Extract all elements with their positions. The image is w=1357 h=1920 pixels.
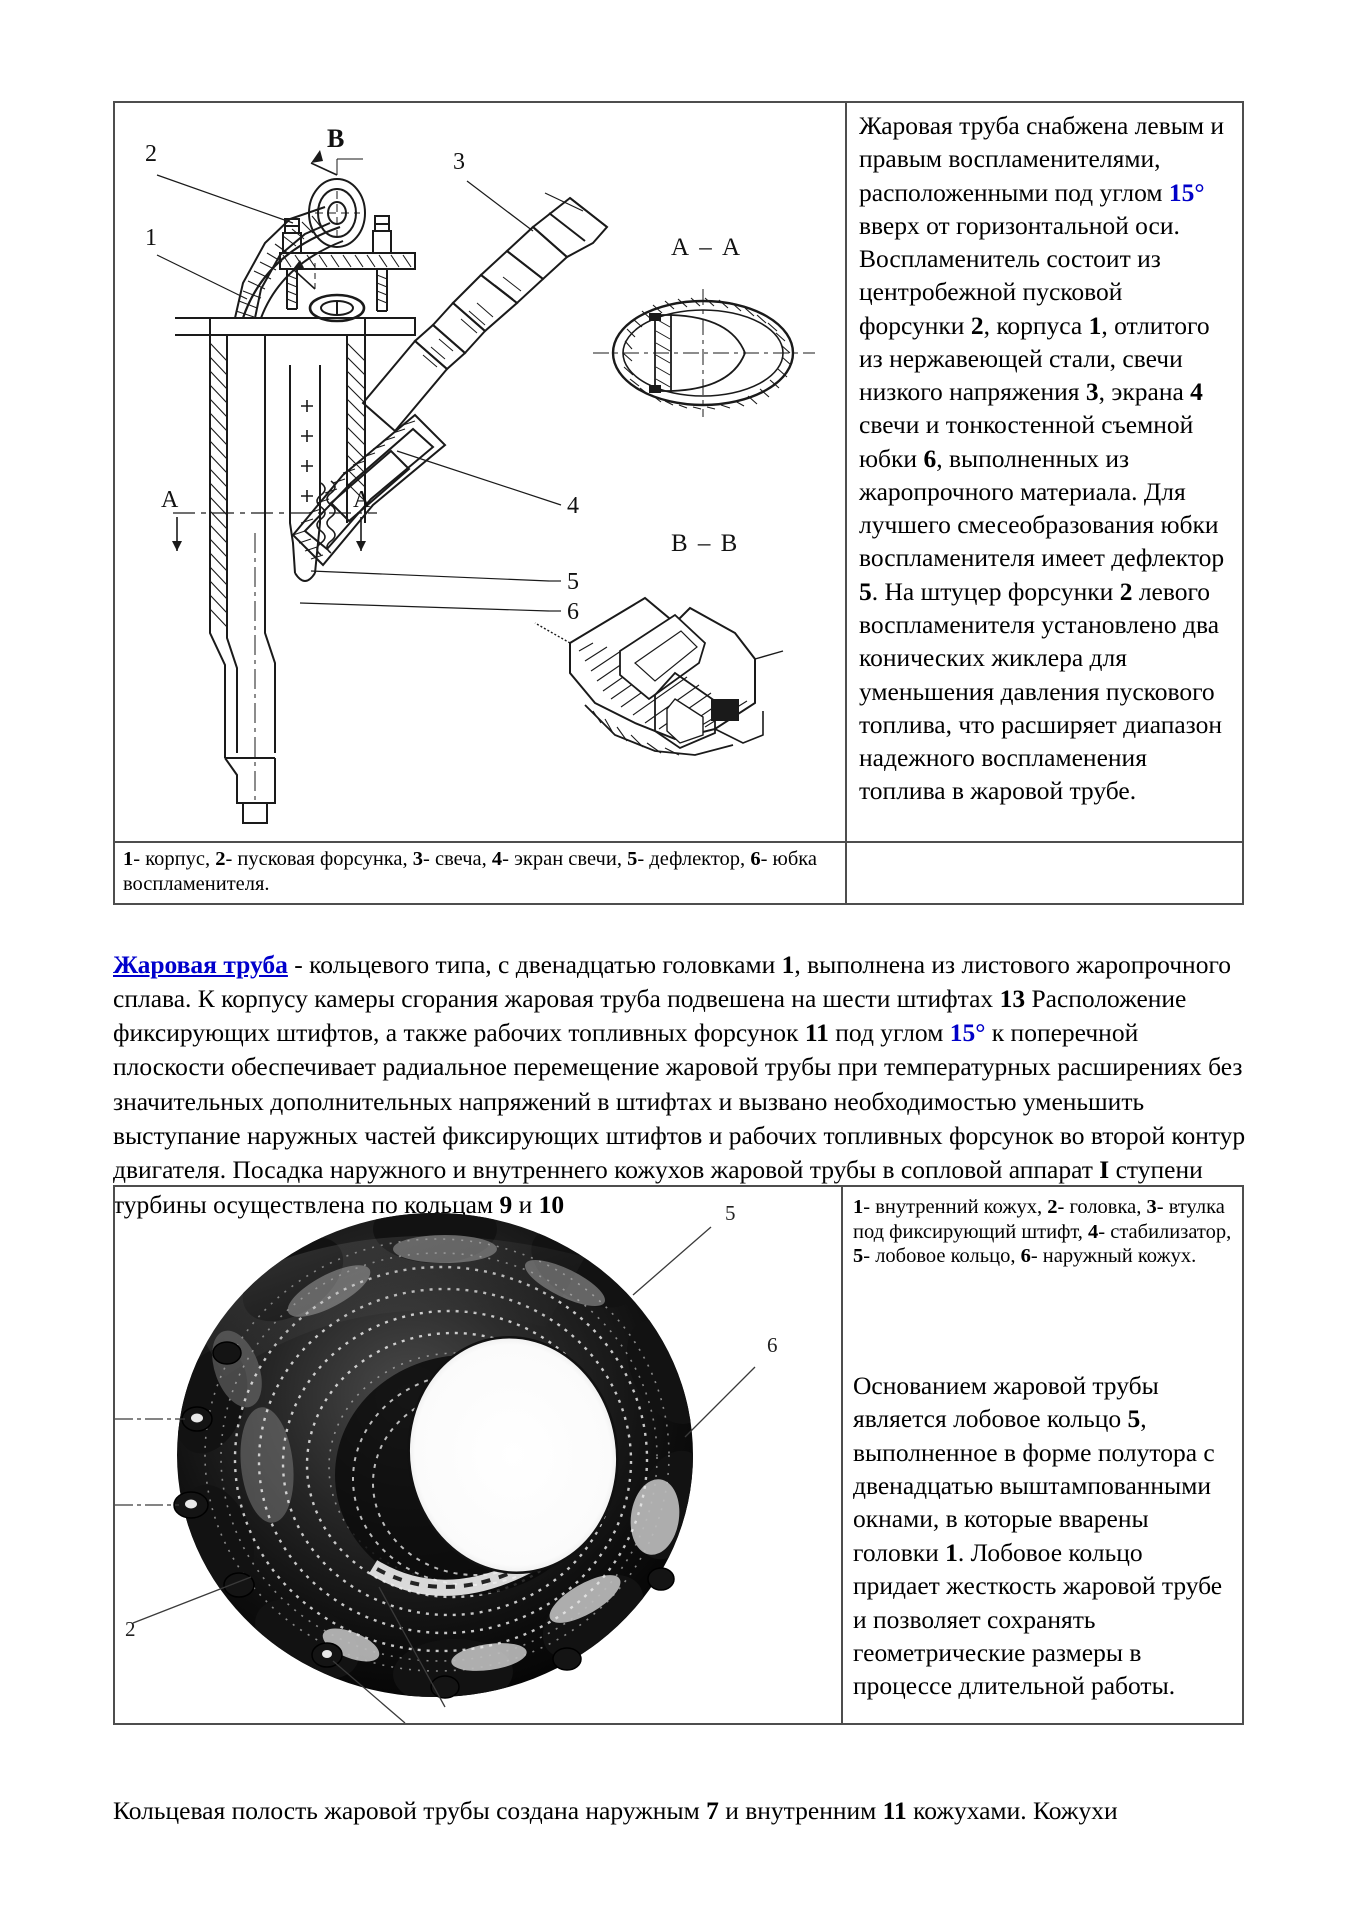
caption-text-1: - корпус, xyxy=(133,848,216,870)
fig2-desc-seg-1: Основанием жаровой трубы является лобовое кольцо xyxy=(853,1370,1159,1434)
legend-text-2: - головка, xyxy=(1057,1196,1147,1218)
legend-text-3: - втулка под фиксирующий штифт, xyxy=(853,1196,1225,1243)
legend-text-6: - наружный кожух. xyxy=(1030,1245,1197,1268)
body-ref-10: 10 xyxy=(538,1189,565,1219)
final-seg-3: кожухами. Кожухи xyxy=(906,1795,1118,1825)
body-ref-11: 11 xyxy=(804,1018,829,1048)
figure-1-description-text xyxy=(847,103,1242,841)
ref-num-6: 6 xyxy=(923,443,937,473)
fig1-text-seg-9: левого воспламенителя установлено два конических жиклера для уменьшения давления пускового топлива, что расширяет диапазон надежного воспламенения топлива в жаровой трубе. xyxy=(859,576,1222,806)
figure-2-side-column xyxy=(843,1187,1242,1723)
figure-1-drawing-cell xyxy=(115,103,847,841)
drawing-label-2: 2 xyxy=(145,141,157,167)
figure-2-legend xyxy=(843,1187,1242,1275)
caption-text-6: - юбка воспламенителя. xyxy=(123,848,818,895)
body-seg-7: и xyxy=(512,1189,539,1219)
photo-label-5: 5 xyxy=(725,1201,736,1225)
caption-item-6: 6 xyxy=(750,848,761,870)
figure-1-caption-row xyxy=(115,841,1242,903)
figure-1-caption-empty-cell xyxy=(847,843,1242,903)
section-mark-a-right: А xyxy=(353,487,371,513)
body-ref-1: 1 xyxy=(781,949,795,979)
drawing-label-3: 3 xyxy=(453,149,465,175)
body-seg-5: к поперечной плоскости обеспечивает радиальное перемещение жаровой трубы при температурных расширениях без значительных дополнительных напряжений в штифтах и вызвано необходимостью уменьшить выступание наружных частей фиксирующих штифтов и рабочих топливных форсунок во второй контур двигателя. Посадка наружного и внутреннего кожухов жаровой трубы в сопловой аппарат xyxy=(113,1018,1246,1185)
ref-num-2b: 2 xyxy=(1119,576,1133,606)
flame-tube-ring-photograph xyxy=(115,1187,841,1723)
body-seg-3: Расположение фиксирующих штифтов, а также рабочих топливных форсунок xyxy=(113,983,1187,1048)
ref-num-4: 4 xyxy=(1190,377,1203,407)
drawing-label-5: 5 xyxy=(567,569,579,595)
body-seg-2: , выполнена из листового жаропрочного сплава. К корпусу камеры сгорания жаровая труба подвешена на шести штифтах xyxy=(113,949,1232,1013)
caption-text-5: - дефлектор, xyxy=(637,848,751,870)
figure-1-main-row xyxy=(115,103,1242,841)
term-link-zharovaya-truba[interactable]: Жаровая труба xyxy=(113,949,288,979)
body-angle-15deg: 15° xyxy=(949,1018,986,1048)
body-seg-1: - кольцевого типа, с двенадцатью головками xyxy=(287,949,782,979)
photo-label-2: 2 xyxy=(125,1617,136,1641)
angle-value-15deg: 15° xyxy=(1168,177,1205,207)
fig2-ref-5: 5 xyxy=(1127,1404,1141,1434)
caption-item-4: 4 xyxy=(491,848,503,870)
igniter-technical-drawing xyxy=(115,103,843,839)
drawing-label-6: 6 xyxy=(567,599,579,625)
legend-item-1: 1 xyxy=(853,1196,864,1218)
final-seg-1: Кольцевая полость жаровой трубы создана наружным xyxy=(113,1795,707,1825)
fig1-text-seg-2: вверх от горизонтальной оси. Воспламенитель состоит из центробежной пусковой форсунки xyxy=(859,210,1180,340)
legend-item-6: 6 xyxy=(1020,1245,1031,1268)
section-mark-b: В xyxy=(327,124,345,153)
section-view-a-a-label: А – А xyxy=(671,234,743,261)
final-seg-2: и внутренним xyxy=(718,1795,883,1825)
ref-num-5: 5 xyxy=(859,576,872,606)
ref-num-3: 3 xyxy=(1085,377,1099,407)
fig1-text-seg-3: , корпуса xyxy=(983,310,1089,340)
figure-1-caption xyxy=(115,843,847,903)
section-view-b-b-label: В – В xyxy=(671,530,740,557)
drawing-label-1: 1 xyxy=(145,225,157,251)
caption-text-3: - свеча, xyxy=(423,848,492,870)
figure-2-photo-cell xyxy=(115,1187,843,1723)
legend-text-4: - стабилизатор, xyxy=(1098,1220,1232,1243)
fig2-ref-1: 1 xyxy=(945,1537,958,1567)
figure-2-description xyxy=(843,1363,1242,1709)
caption-item-5: 5 xyxy=(627,848,638,870)
fig1-text-seg-4: , отлитого из нержавеющей стали, свечи низкого напряжения xyxy=(859,310,1210,407)
body-seg-6: ступени турбины осуществлена по кольцам xyxy=(113,1155,1203,1219)
body-ref-13: 13 xyxy=(999,983,1026,1013)
legend-item-3: 3 xyxy=(1146,1196,1157,1218)
fig1-text-seg-1: Жаровая труба снабжена левым и правым воспламенителями, расположенными под углом xyxy=(859,111,1225,207)
caption-text-4: - экран свечи, xyxy=(502,848,628,870)
main-body-paragraph xyxy=(113,948,1248,1222)
caption-item-2: 2 xyxy=(215,848,226,870)
figure-2-table xyxy=(113,1185,1244,1725)
caption-item-3: 3 xyxy=(412,848,424,870)
caption-text-2: - пусковая форсунка, xyxy=(225,848,413,870)
fig1-text-seg-7: , выполненных из жаропрочного материала. Для лучшего смесеобразования юбки воспламенителя имеет дефлектор xyxy=(859,443,1225,573)
fig2-desc-seg-3: . Лобовое кольцо придает жесткость жаровой трубе и позволяет сохранять геометрические размеры в процессе длительной работы. xyxy=(853,1537,1223,1701)
ref-num-1: 1 xyxy=(1088,310,1102,340)
legend-text-1: - внутренний кожух, xyxy=(863,1196,1048,1218)
figure-1-table xyxy=(113,101,1244,905)
legend-item-5: 5 xyxy=(853,1245,864,1268)
legend-item-2: 2 xyxy=(1047,1196,1058,1218)
final-ref-11: 11 xyxy=(882,1795,907,1825)
fig1-text-seg-6: свечи и тонкостенной съемной юбки xyxy=(859,410,1194,473)
body-ref-9: 9 xyxy=(499,1189,513,1219)
body-seg-4: под углом xyxy=(828,1018,950,1048)
fig1-text-seg-5: , экрана xyxy=(1098,377,1191,407)
fig2-desc-seg-2: , выполненное в форме полутора с двенадцатью выштампованными окнами, в которые вварены головки xyxy=(853,1404,1215,1567)
photo-label-6: 6 xyxy=(767,1333,778,1357)
body-roman-1: I xyxy=(1099,1155,1110,1185)
ref-num-2: 2 xyxy=(970,310,984,340)
section-mark-a-left: А xyxy=(161,487,179,513)
final-ref-7: 7 xyxy=(706,1795,719,1825)
legend-item-4: 4 xyxy=(1088,1220,1099,1243)
fig1-text-seg-8: . На штуцер форсунки xyxy=(871,576,1120,606)
legend-text-5: - лобовое кольцо, xyxy=(863,1245,1021,1268)
drawing-label-4: 4 xyxy=(567,493,579,519)
final-paragraph xyxy=(113,1794,1253,1827)
caption-item-1: 1 xyxy=(123,848,134,870)
